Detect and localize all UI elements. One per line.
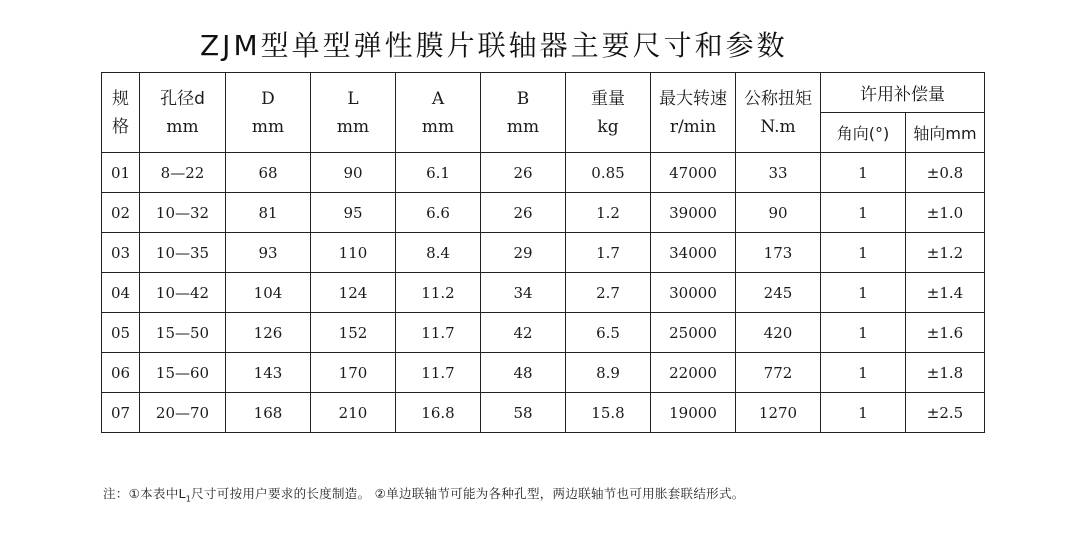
header-l-label: L xyxy=(347,88,359,109)
cell-a: 6.1 xyxy=(396,153,481,193)
cell-angular: 1 xyxy=(821,233,906,273)
cell-bore: 15—50 xyxy=(140,313,226,353)
cell-torque: 90 xyxy=(736,193,821,233)
cell-axial: ±2.5 xyxy=(906,393,985,433)
cell-spec: 07 xyxy=(102,393,140,433)
cell-spec: 05 xyxy=(102,313,140,353)
header-l-unit: mm xyxy=(336,116,370,137)
table-row xyxy=(102,233,985,273)
cell-max-speed: 22000 xyxy=(651,353,736,393)
cell-torque: 420 xyxy=(736,313,821,353)
header-weight xyxy=(566,73,651,153)
table-row xyxy=(102,193,985,233)
cell-max-speed: 30000 xyxy=(651,273,736,313)
header-axial: 轴向mm xyxy=(906,113,985,153)
cell-b: 58 xyxy=(481,393,566,433)
cell-d: 68 xyxy=(226,153,311,193)
header-angular: 角向(°) xyxy=(821,113,906,153)
header-weight-unit: kg xyxy=(597,116,619,137)
cell-angular: 1 xyxy=(821,393,906,433)
cell-weight: 2.7 xyxy=(566,273,651,313)
cell-max-speed: 25000 xyxy=(651,313,736,353)
cell-weight: 0.85 xyxy=(566,153,651,193)
cell-bore: 8—22 xyxy=(140,153,226,193)
header-b-label: B xyxy=(516,88,530,109)
cell-torque: 173 xyxy=(736,233,821,273)
cell-angular: 1 xyxy=(821,353,906,393)
header-spec xyxy=(102,73,140,153)
cell-bore: 15—60 xyxy=(140,353,226,393)
cell-d: 168 xyxy=(226,393,311,433)
cell-angular: 1 xyxy=(821,193,906,233)
cell-b: 29 xyxy=(481,233,566,273)
cell-a: 16.8 xyxy=(396,393,481,433)
header-torque-label: 公称扭矩 xyxy=(744,88,812,109)
header-b xyxy=(481,73,566,153)
header-bore-unit: mm xyxy=(166,116,199,137)
footnote-rest: 尺寸可按用户要求的长度制造。 ②单边联轴节可能为各种孔型，两边联轴节也可用胀套联结形式。 xyxy=(191,486,745,501)
cell-axial: ±0.8 xyxy=(906,153,985,193)
cell-b: 26 xyxy=(481,193,566,233)
cell-a: 11.2 xyxy=(396,273,481,313)
cell-axial: ±1.8 xyxy=(906,353,985,393)
cell-weight: 8.9 xyxy=(566,353,651,393)
cell-b: 48 xyxy=(481,353,566,393)
table-row xyxy=(102,313,985,353)
cell-torque: 33 xyxy=(736,153,821,193)
footnote-prefix: 注：①本表中L xyxy=(103,486,186,501)
cell-b: 26 xyxy=(481,153,566,193)
header-d-label: D xyxy=(261,88,275,109)
cell-weight: 6.5 xyxy=(566,313,651,353)
cell-l: 110 xyxy=(311,233,396,273)
header-torque-unit: N.m xyxy=(760,116,796,137)
header-spec-line1: 规 xyxy=(112,88,129,109)
footnote-subscript: 1 xyxy=(185,494,192,504)
cell-weight: 15.8 xyxy=(566,393,651,433)
cell-a: 11.7 xyxy=(396,313,481,353)
cell-bore: 20—70 xyxy=(140,393,226,433)
cell-d: 104 xyxy=(226,273,311,313)
cell-d: 126 xyxy=(226,313,311,353)
header-torque xyxy=(736,73,821,153)
table-row xyxy=(102,393,985,433)
cell-max-speed: 34000 xyxy=(651,233,736,273)
cell-d: 81 xyxy=(226,193,311,233)
cell-axial: ±1.4 xyxy=(906,273,985,313)
cell-bore: 10—32 xyxy=(140,193,226,233)
cell-torque: 245 xyxy=(736,273,821,313)
cell-angular: 1 xyxy=(821,313,906,353)
cell-a: 6.6 xyxy=(396,193,481,233)
cell-spec: 03 xyxy=(102,233,140,273)
cell-torque: 772 xyxy=(736,353,821,393)
cell-l: 90 xyxy=(311,153,396,193)
cell-spec: 02 xyxy=(102,193,140,233)
footnote xyxy=(103,484,745,504)
table-row xyxy=(102,273,985,313)
header-row-top xyxy=(102,73,985,113)
cell-spec: 01 xyxy=(102,153,140,193)
header-l xyxy=(311,73,396,153)
table-row xyxy=(102,153,985,193)
cell-l: 152 xyxy=(311,313,396,353)
header-compensation: 许用补偿量 xyxy=(821,73,985,113)
cell-b: 34 xyxy=(481,273,566,313)
cell-d: 93 xyxy=(226,233,311,273)
cell-l: 170 xyxy=(311,353,396,393)
cell-weight: 1.2 xyxy=(566,193,651,233)
header-max-speed-label: 最大转速 xyxy=(659,88,727,109)
header-weight-label: 重量 xyxy=(591,88,625,109)
cell-axial: ±1.0 xyxy=(906,193,985,233)
header-bore xyxy=(140,73,226,153)
cell-axial: ±1.2 xyxy=(906,233,985,273)
header-a xyxy=(396,73,481,153)
cell-max-speed: 47000 xyxy=(651,153,736,193)
cell-d: 143 xyxy=(226,353,311,393)
cell-b: 42 xyxy=(481,313,566,353)
cell-a: 11.7 xyxy=(396,353,481,393)
cell-axial: ±1.6 xyxy=(906,313,985,353)
cell-l: 124 xyxy=(311,273,396,313)
cell-angular: 1 xyxy=(821,153,906,193)
cell-a: 8.4 xyxy=(396,233,481,273)
cell-max-speed: 39000 xyxy=(651,193,736,233)
header-d xyxy=(226,73,311,153)
header-d-unit: mm xyxy=(251,116,285,137)
cell-spec: 04 xyxy=(102,273,140,313)
header-a-label: A xyxy=(431,88,445,109)
cell-max-speed: 19000 xyxy=(651,393,736,433)
table-row xyxy=(102,353,985,393)
cell-spec: 06 xyxy=(102,353,140,393)
header-max-speed xyxy=(651,73,736,153)
cell-l: 95 xyxy=(311,193,396,233)
cell-weight: 1.7 xyxy=(566,233,651,273)
cell-bore: 10—42 xyxy=(140,273,226,313)
header-spec-line2: 格 xyxy=(112,116,129,137)
cell-torque: 1270 xyxy=(736,393,821,433)
spec-table xyxy=(101,72,985,433)
page-title: ZJM型单型弹性膜片联轴器主要尺寸和参数 xyxy=(200,29,788,62)
header-bore-label: 孔径d xyxy=(160,88,205,109)
cell-angular: 1 xyxy=(821,273,906,313)
header-b-unit: mm xyxy=(506,116,540,137)
cell-bore: 10—35 xyxy=(140,233,226,273)
header-a-unit: mm xyxy=(421,116,455,137)
cell-l: 210 xyxy=(311,393,396,433)
header-max-speed-unit: r/min xyxy=(669,116,717,137)
